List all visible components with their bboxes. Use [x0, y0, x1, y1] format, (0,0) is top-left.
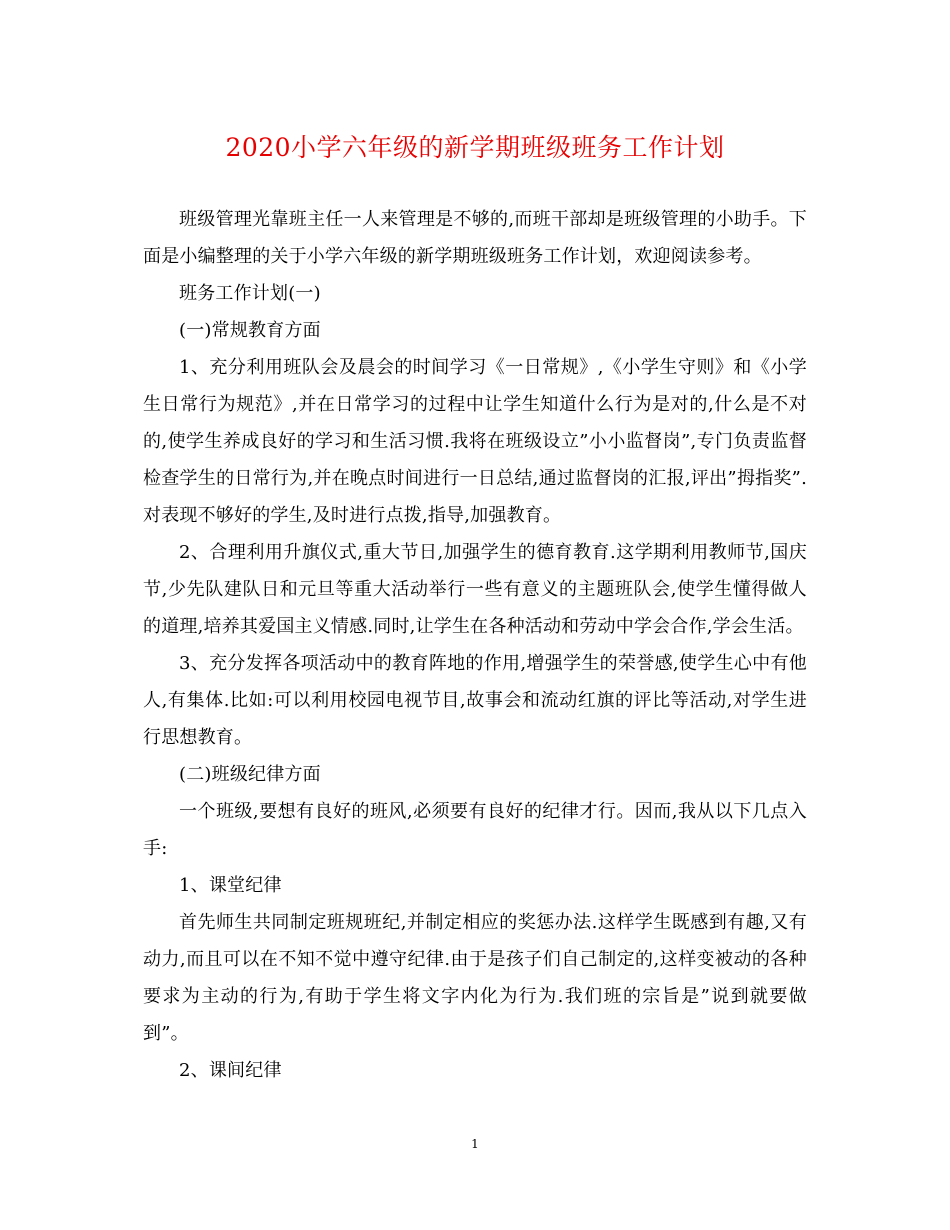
discipline-item-1-heading: 1、课堂纪律 [179, 875, 282, 896]
subsection-heading-class-discipline: (二)班级纪律方面 [179, 764, 321, 785]
page-number: 1 [471, 1137, 479, 1151]
subsection-heading-routine-education: (一)常规教育方面 [179, 320, 321, 341]
discipline-item-1-paragraph: 首先师生共同制定班规班纪,并制定相应的奖惩办法.这样学生既感到有趣,又有动力,而且可以在不知不觉中遵守纪律.由于是孩子们自己制定的,这样变被动的各种要求为主动的行为,有助于学生将文字内化为行为.我们班的宗旨是”说到就要做到”。 [143, 912, 807, 1044]
intro-paragraph: 班级管理光靠班主任一人来管理是不够的,而班干部却是班级管理的小助手。下面是小编整理的关于小学六年级的新学期班级班务工作计划，欢迎阅读参考。 [143, 209, 807, 267]
routine-item-2: 2、合理利用升旗仪式,重大节日,加强学生的德育教育.这学期利用教师节,国庆节,少先队建队日和元旦等重大活动举行一些有意义的主题班队会,使学生懂得做人的道理,培养其爱国主义情感.同时,让学生在各种活动和劳动中学会合作,学会生活。 [143, 542, 807, 637]
routine-item-3: 3、充分发挥各项活动中的教育阵地的作用,增强学生的荣誉感,使学生心中有他人,有集体.比如:可以利用校园电视节目,故事会和流动红旗的评比等活动,对学生进行思想教育。 [143, 653, 807, 748]
document-title: 2020小学六年级的新学期班级班务工作计划 [225, 133, 725, 162]
discipline-intro-paragraph: 一个班级,要想有良好的班风,必须要有良好的纪律才行。因而,我从以下几点入手: [143, 801, 807, 859]
section-heading-plan-one: 班务工作计划(一) [179, 283, 321, 304]
document-body [143, 201, 807, 1089]
routine-item-1: 1、充分利用班队会及晨会的时间学习《一日常规》,《小学生守则》和《小学生日常行为规范》,并在日常学习的过程中让学生知道什么行为是对的,什么是不对的,使学生养成良好的学习和生活习惯.我将在班级设立”小小监督岗”,专门负责监督检查学生的日常行为,并在晚点时间进行一日总结,通过监督岗的汇报,评出”拇指奖”.对表现不够好的学生,及时进行点拨,指导,加强教育。 [143, 357, 807, 526]
discipline-item-2-heading: 2、课间纪律 [179, 1060, 282, 1081]
